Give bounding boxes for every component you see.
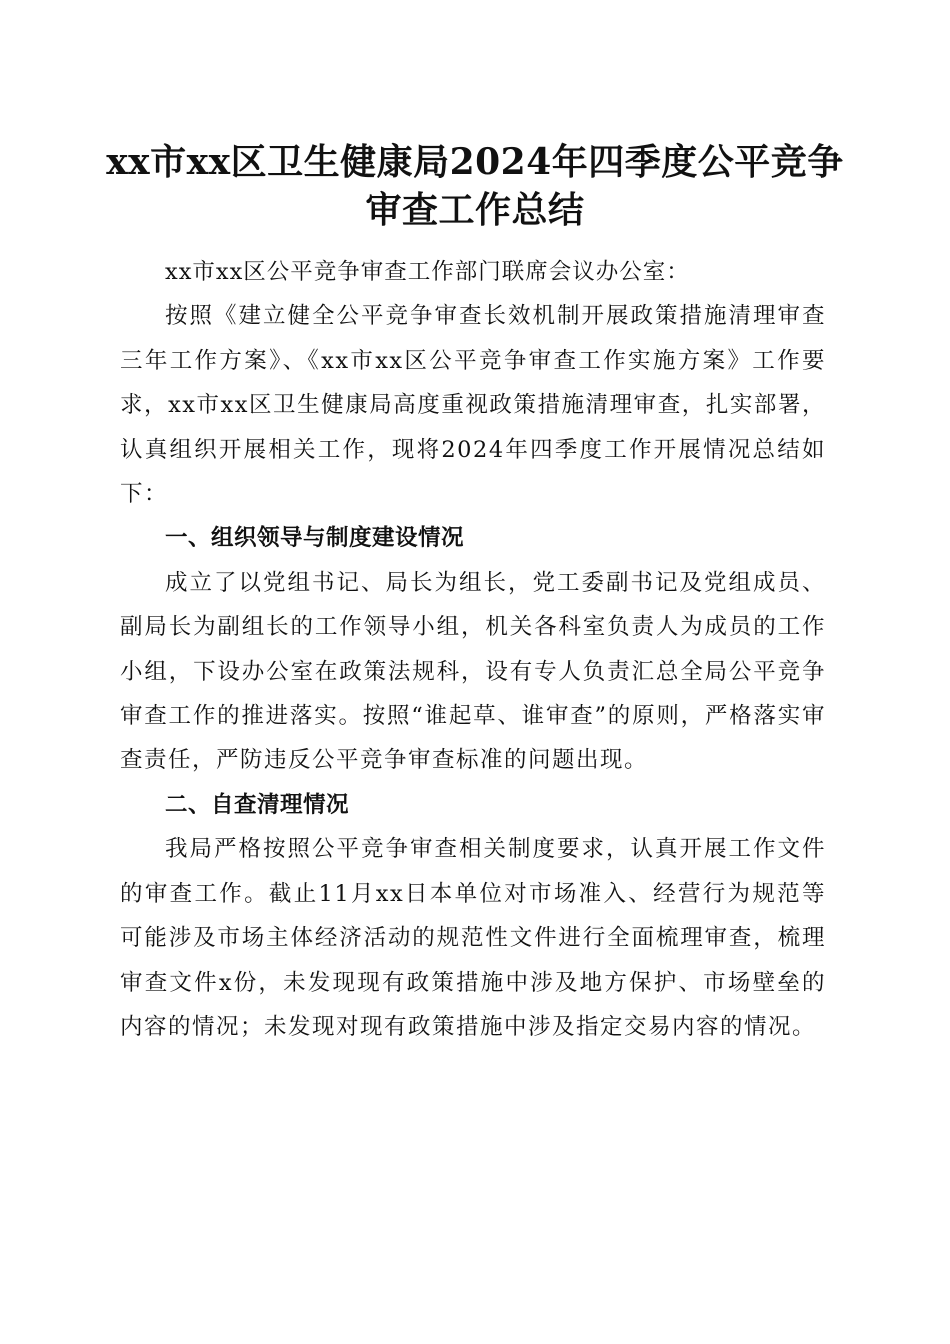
section-heading-2: 二、自查清理情况 [165,791,350,818]
document-body [120,250,826,1049]
intro-paragraph: 按照《建立健全公平竞争审查长效机制开展政策措施清理审查三年工作方案》、《xx市xx区公平竞争审查工作实施方案》工作要求，xx市xx区卫生健康局高度重视政策措施清理审查，扎实部署，认真组织开展相关工作，现将2024年四季度工作开展情况总结如下： [120,303,826,508]
section-paragraph-2: 我局严格按照公平竞争审查相关制度要求，认真开展工作文件的审查工作。截止11月xx日本单位对市场准入、经营行为规范等可能涉及市场主体经济活动的规范性文件进行全面梳理审查，梳理审查文件x份，未发现现有政策措施中涉及地方保护、市场壁垒的内容的情况；未发现对现有政策措施中涉及指定交易内容的情况。 [120,836,826,1040]
section-heading-1: 一、组织领导与制度建设情况 [165,525,465,552]
section-paragraph-1: 成立了以党组书记、局长为组长，党工委副书记及党组成员、副局长为副组长的工作领导小组，机关各科室负责人为成员的工作小组，下设办公室在政策法规科，设有专人负责汇总全局公平竞争审查工作的推进落实。按照“谁起草、谁审查”的原则，严格落实审查责任，严防违反公平竞争审查标准的问题出现。 [120,569,826,774]
document-title-line-2: 审查工作总结 [365,189,585,231]
salutation: xx市xx区公平竞争审查工作部门联席会议办公室： [165,259,690,285]
document-title-line-1: xx市xx区卫生健康局2024年四季度公平竞争 [106,141,844,183]
